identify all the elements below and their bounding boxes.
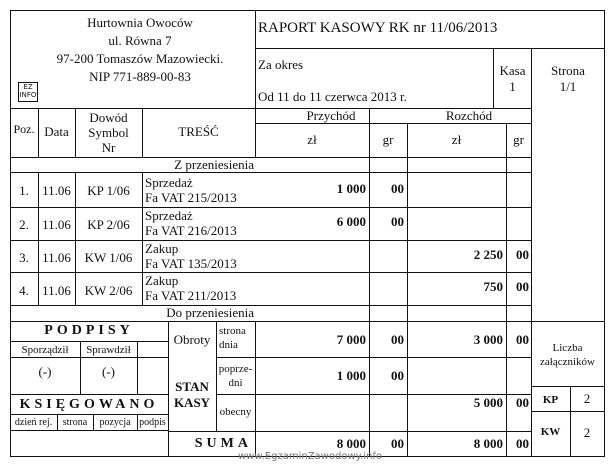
row-przychod-zl: 1 000: [336, 181, 366, 196]
kasa-label: Kasa: [499, 63, 526, 78]
obroty-rozchod-gr: 00: [516, 332, 529, 347]
dzien-rej-label: dzień rej.: [14, 417, 53, 428]
row-tresc-2: Fa VAT 215/2013: [145, 190, 237, 205]
obroty-label: Obroty: [173, 332, 211, 347]
company-stamp: EZ INFO: [18, 82, 38, 102]
watermark: www.EgzaminZawodowy.info: [238, 451, 383, 462]
podpis-label: podpis: [139, 417, 166, 428]
row-dowod: KP 2/06: [87, 217, 130, 232]
row-dowod: KP 1/06: [87, 183, 130, 198]
row-tresc-2: Fa VAT 211/2013: [145, 288, 237, 303]
strona-label: Strona: [551, 63, 585, 78]
row-data: 11.06: [42, 217, 71, 232]
company-city: 97-200 Tomaszów Mazowiecki.: [56, 51, 224, 66]
strona-value: 1/1: [559, 79, 577, 94]
col-data: Data: [44, 124, 69, 139]
company-name: Hurtownia Owoców: [87, 15, 193, 30]
row-poz: 1.: [19, 183, 29, 198]
row-przychod-gr: 00: [391, 214, 404, 229]
sporzadzil-signature: (-): [38, 364, 52, 379]
obecny-zl: 5 000: [473, 395, 503, 410]
col-przychod-zl: zł: [307, 132, 317, 147]
strona-label-footer: strona: [62, 417, 88, 428]
period-label: Za okres: [258, 57, 304, 72]
report-title: RAPORT KASOWY RK nr 11/06/2013: [258, 20, 498, 36]
row-poz: 3.: [19, 250, 29, 265]
poprzedni-label-2: dni: [228, 377, 243, 389]
obroty-rozchod-zl: 3 000: [473, 332, 503, 347]
col-rozchod-gr: gr: [513, 132, 524, 147]
kp-label: KP: [542, 394, 559, 406]
suma-przychod-zl: 8 000: [336, 436, 366, 451]
col-dowod-3: Nr: [101, 140, 116, 155]
row-poz: 2.: [19, 217, 29, 232]
row-przychod-gr: 00: [391, 181, 404, 196]
poprzedni-gr: 00: [391, 368, 404, 383]
carry-in-label: Z przeniesienia: [174, 157, 254, 172]
col-przychod-gr: gr: [382, 132, 394, 147]
obecny-gr: 00: [516, 395, 529, 410]
col-przychod: Przychód: [306, 108, 356, 123]
row-poz: 4.: [19, 283, 29, 298]
kasy-label: KASY: [173, 395, 211, 410]
company-nip: NIP 771-889-00-83: [89, 69, 191, 84]
poprzedni-label-1: poprze-: [218, 363, 253, 375]
period-value: Od 11 do 11 czerwca 2013 r.: [258, 89, 407, 104]
suma-rozchod-gr: 00: [516, 436, 529, 451]
company-street: ul. Równa 7: [108, 33, 172, 48]
kp-value: 2: [583, 391, 591, 406]
col-rozchod: Rozchód: [445, 108, 493, 123]
carry-out-label: Do przeniesienia: [166, 305, 254, 320]
sprawdzil-signature: (-): [102, 364, 115, 379]
obroty-przychod-zl: 7 000: [336, 332, 366, 347]
suma-przychod-gr: 00: [391, 436, 404, 451]
obecny-label: obecny: [219, 406, 252, 418]
row-dowod: KW 1/06: [84, 250, 133, 265]
col-rozchod-zl: zł: [451, 132, 462, 147]
col-tresc: TREŚĆ: [178, 124, 219, 139]
kw-label: KW: [540, 426, 561, 438]
row-rozchod-zl: 2 250: [473, 247, 503, 262]
col-dowod-2: Symbol: [88, 125, 129, 140]
row-data: 11.06: [42, 250, 71, 265]
row-data: 11.06: [42, 283, 71, 298]
row-data: 11.06: [42, 183, 71, 198]
kw-value: 2: [583, 425, 591, 440]
kasa-value: 1: [509, 79, 516, 94]
col-dowod-1: Dowód: [89, 110, 128, 125]
suma-label: SUMA: [194, 436, 252, 451]
row-tresc-2: Fa VAT 135/2013: [145, 256, 237, 271]
strona-dnia-2: dnia: [219, 339, 238, 351]
sprawdzil-label: Sprawdził: [86, 344, 131, 356]
row-tresc-1: Sprzedaż: [145, 175, 193, 190]
row-tresc-1: Sprzedaż: [145, 208, 193, 223]
liczba-label-1: Liczba: [552, 342, 583, 354]
row-rozchod-gr: 00: [516, 247, 529, 262]
row-rozchod-zl: 750: [483, 279, 503, 294]
ksiegowano-heading: KSIĘGOWANO: [19, 397, 159, 412]
row-rozchod-gr: 00: [516, 279, 529, 294]
col-poz: Poz.: [13, 122, 35, 136]
poprzedni-zl: 1 000: [336, 368, 366, 383]
row-tresc-1: Zakup: [145, 241, 179, 256]
liczba-label-2: załączników: [540, 356, 595, 368]
row-dowod: KW 2/06: [84, 283, 133, 298]
row-tresc-1: Zakup: [145, 273, 179, 288]
strona-dnia-1: strona: [219, 325, 246, 337]
obroty-przychod-gr: 00: [391, 332, 404, 347]
podpisy-heading: PODPISY: [44, 323, 134, 338]
sporzadzil-label: Sporządził: [21, 344, 69, 356]
row-tresc-2: Fa VAT 216/2013: [145, 223, 237, 238]
stan-label: STAN: [175, 379, 209, 394]
pozycja-label: pozycja: [99, 417, 131, 428]
suma-rozchod-zl: 8 000: [473, 436, 503, 451]
row-przychod-zl: 6 000: [336, 214, 366, 229]
